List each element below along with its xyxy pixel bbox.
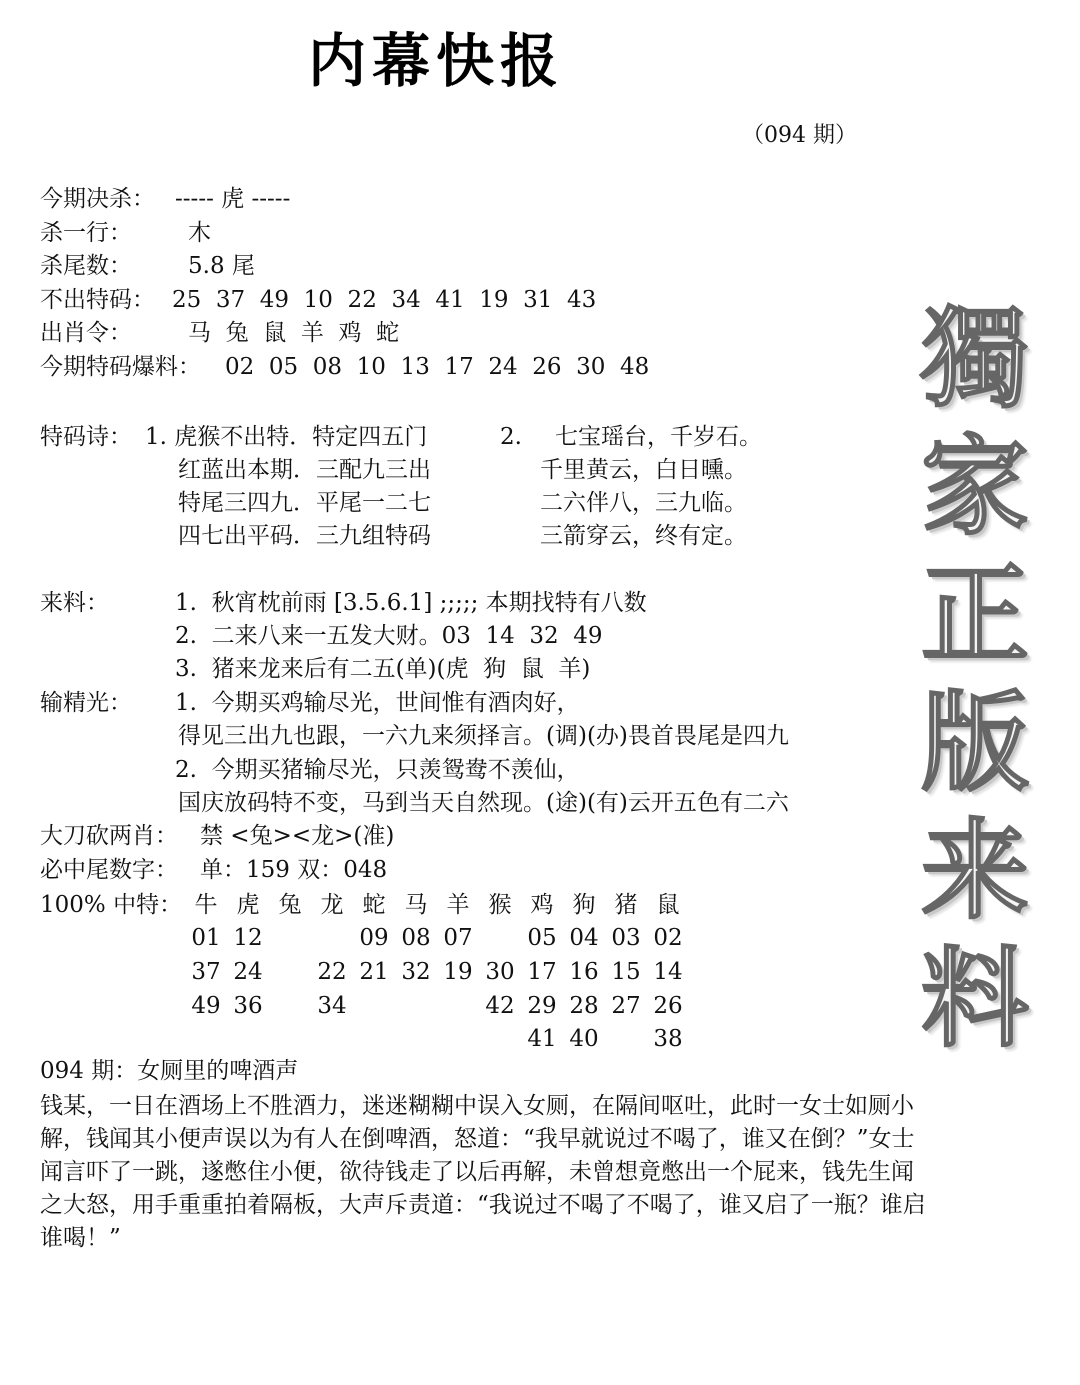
- zodiac-number: 17: [527, 959, 557, 985]
- zodiac-number: 02: [653, 925, 683, 951]
- kill-element-label: 杀一行：: [40, 220, 132, 246]
- kill-label: 今期决杀：: [40, 186, 155, 212]
- story-title: 094 期：女厕里的啤酒声: [40, 1058, 299, 1084]
- tail-digits-value: 单：159 双：048: [200, 857, 388, 883]
- zodiac-number: 08: [401, 925, 431, 951]
- poem-left-line: 四七出平码．三九组特码: [178, 523, 431, 549]
- kill-value: ----- 虎 -----: [175, 186, 291, 212]
- zodiac-order-label: 出肖令：: [40, 320, 132, 346]
- zodiac-number: 34: [317, 993, 347, 1019]
- banner-char: 料: [920, 936, 1029, 1062]
- special-burst-label: 今期特码爆料：: [40, 354, 201, 380]
- zodiac-number: 09: [359, 925, 389, 951]
- zodiac-header: 猴: [488, 892, 512, 918]
- source-label: 来料：: [40, 590, 109, 616]
- knife-label: 大刀砍两肖：: [40, 823, 178, 849]
- poem-right-line: 千里黄云，白日曛。: [540, 457, 747, 483]
- poem-left-line: 特尾三四九．平尾一二七: [178, 490, 431, 516]
- banner-char: 正: [920, 552, 1029, 678]
- zodiac-number: 05: [527, 925, 557, 951]
- poem-left-line: 红蓝出本期．三配九三出: [178, 457, 431, 483]
- zodiac-header: 虎: [236, 892, 260, 918]
- zodiac-header: 狗: [572, 892, 596, 918]
- side-banner: [905, 295, 1045, 1063]
- page-title: 内幕快报: [308, 27, 565, 95]
- banner-char: 来: [920, 808, 1029, 934]
- zodiac-number: 01: [191, 925, 221, 951]
- zodiac-number: 22: [317, 959, 347, 985]
- zodiac-number: 42: [485, 993, 515, 1019]
- zodiac-number: 29: [527, 993, 557, 1019]
- tail-digits-label: 必中尾数字：: [40, 857, 178, 883]
- zodiac-header: 鸡: [530, 892, 554, 918]
- zodiac-header: 兔: [278, 892, 302, 918]
- zodiac-number: 27: [611, 993, 641, 1019]
- zodiac-number: 49: [191, 993, 221, 1019]
- lose-label: 输精光：: [40, 690, 132, 716]
- zodiac-header: 马: [404, 892, 428, 918]
- kill-tail-value: 5.8 尾: [188, 253, 255, 279]
- source-line: 1. 秋宵枕前雨 [3.5.6.1] ;;;;; 本期找特有八数: [175, 590, 647, 616]
- zodiac-number: 38: [653, 1026, 683, 1052]
- banner-char: 家: [920, 424, 1029, 550]
- zodiac-number: 24: [233, 959, 263, 985]
- zodiac-number: 14: [653, 959, 683, 985]
- lose-line: 得见三出九也跟，一六九来须择言。(调)(办)畏首畏尾是四九: [178, 723, 789, 749]
- knife-value: 禁 <兔><龙>(准): [200, 823, 395, 849]
- no-special-value: 25 37 49 10 22 34 41 19 31 43: [172, 287, 597, 313]
- lose-line: 2. 今期买猪输尽光，只羡鸳鸯不羡仙，: [175, 757, 580, 783]
- issue-number: （094 期）: [742, 123, 857, 148]
- zodiac-header: 龙: [320, 892, 344, 918]
- source-line: 2. 二来八来一五发大财。03 14 32 49: [175, 623, 603, 649]
- source-line: 3. 猪来龙来后有二五(单)(虎 狗 鼠 羊): [175, 656, 591, 682]
- poem-label: 特码诗：: [40, 424, 132, 450]
- story-body: [40, 1090, 930, 1255]
- zodiac-number: 36: [233, 993, 263, 1019]
- poem-right-number: 2.: [500, 424, 522, 450]
- zodiac-table-label: 100% 中特：: [40, 892, 183, 918]
- zodiac-header: 猪: [614, 892, 638, 918]
- zodiac-number: 28: [569, 993, 599, 1019]
- zodiac-header: 鼠: [656, 892, 680, 918]
- kill-tail-label: 杀尾数：: [40, 253, 132, 279]
- zodiac-number: 12: [233, 925, 263, 951]
- zodiac-number: 26: [653, 993, 683, 1019]
- zodiac-number: 03: [611, 925, 641, 951]
- poem-right-line: 二六伴八，三九临。: [540, 490, 747, 516]
- poem-left-line: 1. 虎猴不出特．特定四五门: [145, 424, 428, 450]
- zodiac-header: 蛇: [362, 892, 386, 918]
- lose-line: 1. 今期买鸡输尽光，世间惟有酒肉好，: [175, 690, 580, 716]
- poem-right-line: 七宝瑶台，千岁石。: [555, 424, 762, 450]
- zodiac-header: 羊: [446, 892, 470, 918]
- special-burst-value: 02 05 08 10 13 17 24 26 30 48: [225, 354, 650, 380]
- zodiac-number: 32: [401, 959, 431, 985]
- zodiac-number: 40: [569, 1026, 599, 1052]
- lose-line: 国庆放码特不变，马到当天自然现。(途)(有)云开五色有二六: [178, 790, 789, 816]
- zodiac-number: 04: [569, 925, 599, 951]
- banner-char: 獨: [920, 296, 1029, 422]
- zodiac-header: 牛: [194, 892, 218, 918]
- zodiac-number: 07: [443, 925, 473, 951]
- zodiac-order-value: 马 兔 鼠 羊 鸡 蛇: [188, 320, 400, 346]
- story-text: 钱某，一日在酒场上不胜酒力，迷迷糊糊中误入女厕，在隔间呕吐，此时一女士如厕小解，钱闻其小便声误以为有人在倒啤酒，怒道：“我早就说过不喝了，谁又在倒？”女士闻言吓了一跳，遂憋住小便，欲待钱走了以后再解，未曾想竟憋出一个屁来，钱先生闻之大怒，用手重重拍着隔板，大声斥责道：“我说过不喝了不喝了，谁又启了一瓶？谁启谁喝！”: [40, 1093, 926, 1251]
- zodiac-number: 30: [485, 959, 515, 985]
- zodiac-number: 41: [527, 1026, 557, 1052]
- zodiac-number: 15: [611, 959, 641, 985]
- banner-char: 版: [920, 680, 1029, 806]
- poem-right-line: 三箭穿云，终有定。: [540, 523, 747, 549]
- zodiac-number: 16: [569, 959, 599, 985]
- no-special-label: 不出特码：: [40, 287, 155, 313]
- zodiac-number: 37: [191, 959, 221, 985]
- zodiac-number: 21: [359, 959, 389, 985]
- kill-element-value: 木: [188, 220, 211, 246]
- zodiac-number: 19: [443, 959, 473, 985]
